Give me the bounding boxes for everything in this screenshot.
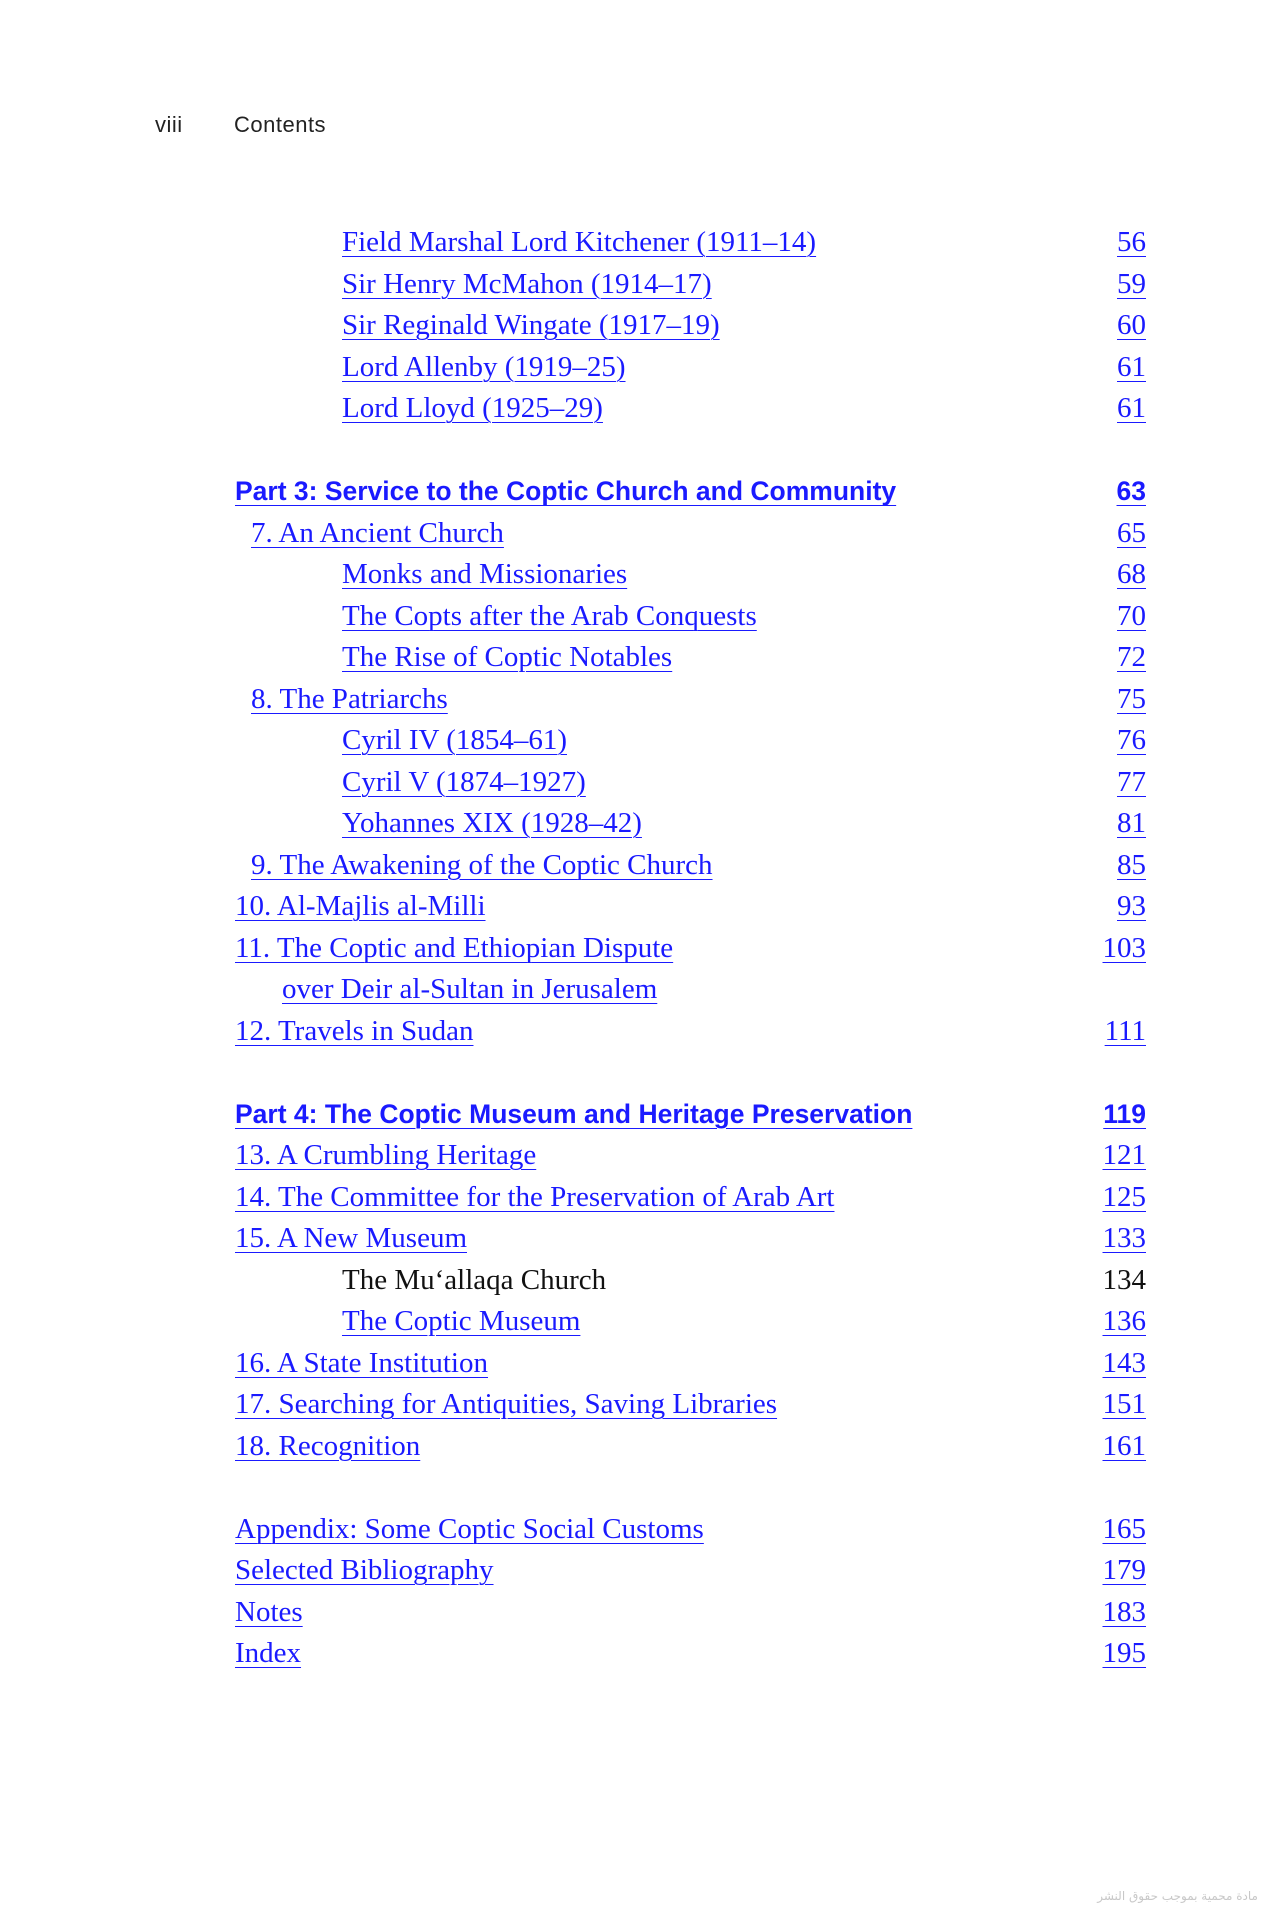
toc-entry[interactable] [0, 222, 1280, 264]
toc-entry[interactable] [0, 845, 1280, 887]
toc-entry-title[interactable]: The Coptic Museum [342, 1305, 581, 1337]
toc-entry[interactable] [0, 637, 1280, 679]
toc-page-number[interactable]: 179 [1102, 1554, 1146, 1586]
toc-entry-title[interactable]: Appendix: Some Coptic Social Customs [235, 1512, 704, 1545]
toc-page-number[interactable]: 93 [1117, 890, 1146, 922]
toc-entry-title[interactable]: Selected Bibliography [235, 1554, 494, 1586]
toc-entry-title[interactable]: Part 4: The Coptic Museum and Heritage Preservation [235, 1098, 913, 1129]
toc-page-number[interactable]: 81 [1117, 807, 1146, 839]
toc-entry[interactable] [0, 1135, 1280, 1177]
toc-page-number[interactable]: 61 [1117, 392, 1146, 424]
toc-entry-title[interactable]: Sir Henry McMahon (1914–17) [342, 267, 712, 300]
toc-entry-title[interactable]: over Deir al-Sultan in Jerusalem [282, 973, 658, 1005]
toc-entry[interactable] [0, 1011, 1280, 1053]
toc-page-number[interactable]: 195 [1102, 1637, 1146, 1669]
toc-entry-title[interactable]: 12. Travels in Sudan [235, 1014, 474, 1047]
toc-page-number[interactable]: 60 [1117, 309, 1146, 341]
section-gap [0, 1052, 1280, 1094]
section-gap [0, 430, 1280, 472]
toc-entry[interactable] [0, 1301, 1280, 1343]
toc-entry-title[interactable]: 17. Searching for Antiquities, Saving Libraries [235, 1388, 778, 1420]
toc-entry[interactable] [0, 886, 1280, 928]
toc-entry-title[interactable]: Cyril IV (1854–61) [342, 724, 568, 756]
toc-entry[interactable] [0, 1633, 1280, 1675]
toc-entry[interactable] [0, 1343, 1280, 1385]
toc-page-number: 134 [1102, 1263, 1146, 1296]
toc-entry-title[interactable]: 13. A Crumbling Heritage [235, 1139, 537, 1171]
toc-entry[interactable] [0, 720, 1280, 762]
toc-page-number[interactable]: 76 [1117, 724, 1146, 756]
toc-page-number[interactable]: 121 [1102, 1139, 1146, 1171]
toc-page-number[interactable]: 65 [1117, 516, 1146, 549]
toc-part-heading[interactable] [0, 1094, 1280, 1136]
toc-entry[interactable] [0, 1177, 1280, 1219]
running-head [155, 112, 326, 138]
toc-page-number[interactable]: 119 [1103, 1098, 1146, 1129]
toc-page-number[interactable]: 56 [1117, 226, 1146, 258]
toc-page-number[interactable]: 85 [1117, 848, 1146, 881]
toc-entry-title[interactable]: Field Marshal Lord Kitchener (1911–14) [342, 226, 817, 258]
toc-entry[interactable] [0, 1218, 1280, 1260]
toc-entry[interactable] [0, 803, 1280, 845]
toc-entry [0, 1260, 1280, 1302]
toc-page-number[interactable]: 133 [1102, 1222, 1146, 1254]
toc-entry-title[interactable]: Sir Reginald Wingate (1917–19) [342, 309, 720, 341]
toc-page-number[interactable]: 68 [1117, 558, 1146, 590]
toc-entry[interactable] [0, 554, 1280, 596]
table-of-contents [0, 222, 1280, 1675]
toc-entry[interactable] [0, 347, 1280, 389]
toc-entry[interactable] [0, 928, 1280, 970]
toc-entry[interactable] [0, 1509, 1280, 1551]
toc-entry-title[interactable]: Part 3: Service to the Coptic Church and Community [235, 476, 897, 506]
toc-entry-title[interactable]: Cyril V (1874–1927) [342, 765, 586, 798]
toc-entry-title[interactable]: The Copts after the Arab Conquests [342, 599, 757, 632]
toc-entry-title[interactable]: Lord Lloyd (1925–29) [342, 392, 603, 424]
toc-part-heading[interactable] [0, 471, 1280, 513]
toc-entry-title[interactable]: Monks and Missionaries [342, 558, 628, 590]
toc-entry[interactable] [0, 1384, 1280, 1426]
toc-page-number[interactable]: 183 [1102, 1595, 1146, 1628]
toc-entry-title: The Mu‘allaqa Church [342, 1263, 607, 1296]
toc-entry-title[interactable]: 15. A New Museum [235, 1222, 467, 1254]
toc-entry[interactable] [0, 1550, 1280, 1592]
toc-entry[interactable] [0, 596, 1280, 638]
toc-page-number[interactable]: 77 [1117, 765, 1146, 798]
toc-entry[interactable] [0, 762, 1280, 804]
toc-page-number[interactable]: 61 [1117, 350, 1146, 383]
toc-entry-title[interactable]: 10. Al-Majlis al-Milli [235, 890, 486, 922]
toc-page-number[interactable]: 70 [1117, 599, 1146, 632]
toc-entry-title[interactable]: Yohannes XIX (1928–42) [342, 807, 642, 839]
toc-page-number[interactable]: 59 [1117, 267, 1146, 300]
toc-entry-title[interactable]: 18. Recognition [235, 1429, 421, 1462]
toc-page-number[interactable]: 103 [1102, 931, 1146, 964]
toc-entry-title[interactable]: 11. The Coptic and Ethiopian Dispute [235, 931, 674, 964]
toc-entry[interactable] [0, 305, 1280, 347]
toc-entry-title[interactable]: The Rise of Coptic Notables [342, 641, 673, 673]
toc-page-number[interactable]: 136 [1102, 1305, 1146, 1337]
toc-page-number[interactable]: 63 [1116, 476, 1146, 506]
toc-page-number[interactable]: 72 [1117, 641, 1146, 673]
toc-entry[interactable] [0, 1426, 1280, 1468]
toc-page-number[interactable]: 111 [1104, 1014, 1146, 1047]
toc-entry[interactable] [0, 513, 1280, 555]
toc-entry-title[interactable]: 16. A State Institution [235, 1346, 488, 1379]
toc-entry-title[interactable]: 9. The Awakening of the Coptic Church [251, 848, 713, 881]
toc-entry[interactable] [0, 388, 1280, 430]
page-folio: viii [155, 112, 183, 137]
toc-page-number[interactable]: 151 [1102, 1388, 1146, 1420]
toc-entry-title[interactable]: 8. The Patriarchs [251, 682, 448, 715]
toc-entry-title[interactable]: Index [235, 1637, 302, 1669]
toc-page-number[interactable]: 125 [1102, 1180, 1146, 1213]
toc-entry[interactable] [0, 264, 1280, 306]
toc-entry-title[interactable]: Notes [235, 1595, 303, 1628]
toc-page-number[interactable]: 165 [1102, 1512, 1146, 1545]
copyright-watermark: مادة محمية بموجب حقوق النشر [1097, 1889, 1258, 1903]
toc-entry-title[interactable]: 14. The Committee for the Preservation of Arab Art [235, 1180, 835, 1213]
toc-entry-title[interactable]: Lord Allenby (1919–25) [342, 350, 626, 383]
toc-page-number[interactable]: 75 [1117, 682, 1146, 715]
section-gap [0, 1467, 1280, 1509]
toc-page-number[interactable]: 161 [1102, 1429, 1146, 1462]
toc-page-number[interactable]: 143 [1102, 1346, 1146, 1379]
toc-entry-continuation[interactable] [0, 969, 1280, 1011]
toc-entry[interactable] [0, 679, 1280, 721]
running-title: Contents [234, 112, 327, 137]
toc-entry[interactable] [0, 1592, 1280, 1634]
toc-entry-title[interactable]: 7. An Ancient Church [251, 516, 504, 549]
